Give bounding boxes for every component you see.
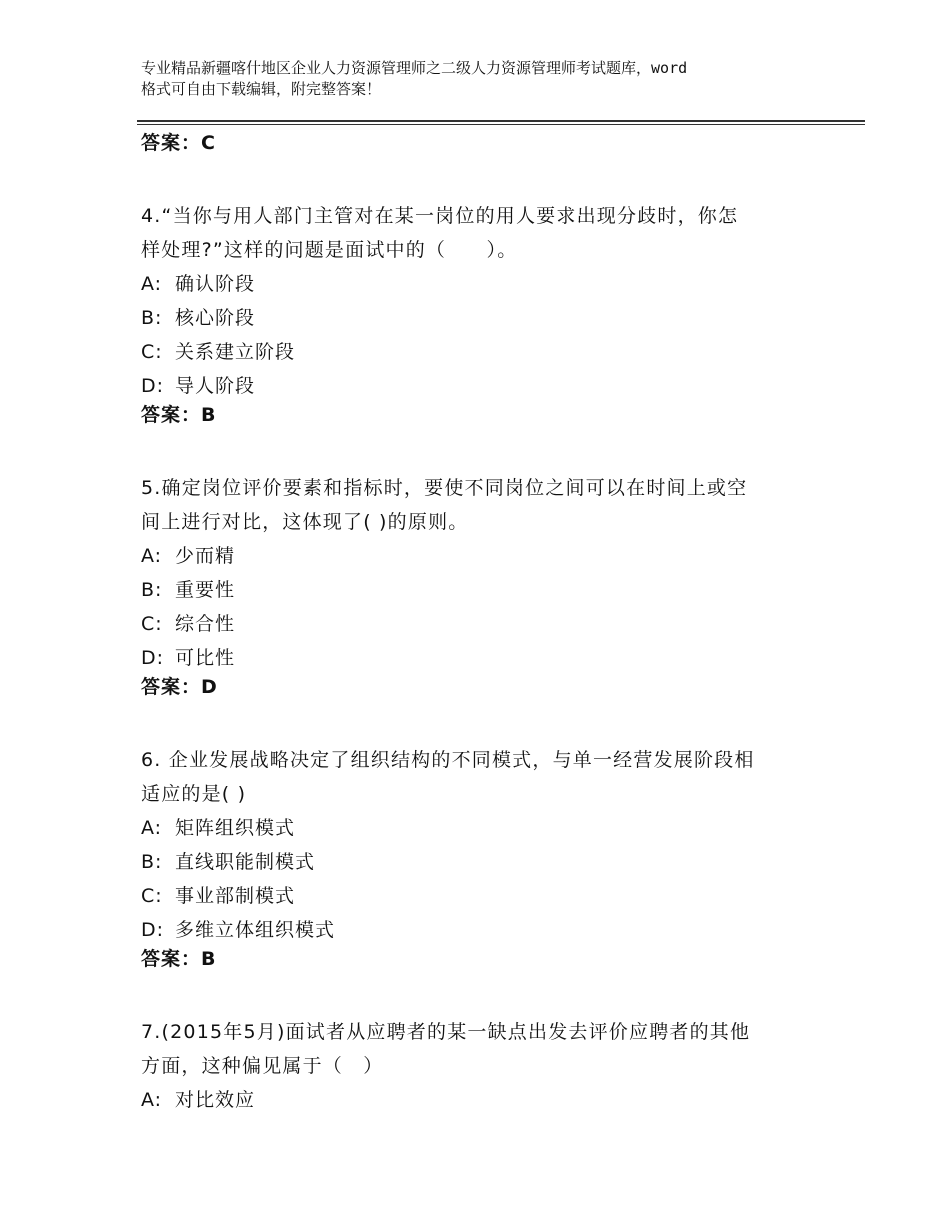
option-text: 核心阶段 bbox=[175, 307, 256, 329]
answer-line bbox=[141, 947, 821, 981]
question-stem bbox=[141, 1015, 821, 1083]
header-rule-thick bbox=[137, 120, 865, 122]
option-b bbox=[141, 573, 821, 607]
question-stem-line: 4.“当你与用人部门主管对在某一岗位的用人要求出现分歧时，你怎 bbox=[141, 205, 739, 227]
answer-line bbox=[141, 403, 821, 437]
option-key: C: bbox=[141, 885, 163, 907]
option-key: D: bbox=[141, 647, 165, 669]
option-text: 矩阵组织模式 bbox=[175, 817, 296, 839]
answer-label: 答案： bbox=[141, 676, 202, 698]
answer-line bbox=[141, 131, 821, 165]
question-stem-line: 6. 企业发展战略决定了组织结构的不同模式，与单一经营发展阶段相 bbox=[141, 749, 755, 771]
option-key: B: bbox=[141, 307, 163, 329]
option-c bbox=[141, 879, 821, 913]
option-key: A: bbox=[141, 817, 163, 839]
option-key: A: bbox=[141, 273, 163, 295]
question-stem-line: 5.确定岗位评价要素和指标时，要使不同岗位之间可以在时间上或空 bbox=[141, 477, 748, 499]
question-stem-line: 7.(2015年5月)面试者从应聘者的某一缺点出发去评价应聘者的其他 bbox=[141, 1021, 751, 1043]
option-key: A: bbox=[141, 1089, 163, 1111]
question-stem bbox=[141, 199, 821, 267]
question-4 bbox=[141, 199, 821, 437]
option-a bbox=[141, 811, 821, 845]
answer-label: 答案： bbox=[141, 132, 202, 154]
option-text: 确认阶段 bbox=[175, 273, 256, 295]
option-key: B: bbox=[141, 579, 163, 601]
option-d bbox=[141, 913, 821, 947]
option-a bbox=[141, 267, 821, 301]
option-c bbox=[141, 335, 821, 369]
option-text: 综合性 bbox=[175, 613, 236, 635]
option-text: 可比性 bbox=[175, 647, 236, 669]
option-key: A: bbox=[141, 545, 163, 567]
question-stem bbox=[141, 743, 821, 811]
document-header bbox=[141, 58, 841, 100]
option-key: C: bbox=[141, 613, 163, 635]
option-text: 少而精 bbox=[175, 545, 236, 567]
header-line-1: 专业精品新疆喀什地区企业人力资源管理师之二级人力资源管理师考试题库，word bbox=[141, 59, 688, 77]
option-text: 导人阶段 bbox=[175, 375, 256, 397]
question-5 bbox=[141, 471, 821, 709]
option-text: 直线职能制模式 bbox=[175, 851, 316, 873]
answer-value: C bbox=[201, 132, 215, 154]
option-text: 多维立体组织模式 bbox=[175, 919, 336, 941]
document-body bbox=[141, 131, 821, 1117]
question-stem-line: 方面，这种偏见属于（ ） bbox=[141, 1055, 384, 1077]
answer-value: B bbox=[201, 948, 216, 970]
option-key: B: bbox=[141, 851, 163, 873]
question-stem bbox=[141, 471, 821, 539]
option-c bbox=[141, 607, 821, 641]
option-key: D: bbox=[141, 375, 165, 397]
option-text: 重要性 bbox=[175, 579, 236, 601]
answer-line bbox=[141, 675, 821, 709]
question-stem-line: 适应的是( ) bbox=[141, 783, 247, 805]
question-stem-line: 样处理?”这样的问题是面试中的（ ）。 bbox=[141, 239, 518, 261]
option-text: 对比效应 bbox=[175, 1089, 256, 1111]
question-7 bbox=[141, 1015, 821, 1117]
answer-value: B bbox=[201, 404, 216, 426]
question-6 bbox=[141, 743, 821, 981]
option-b bbox=[141, 845, 821, 879]
option-text: 关系建立阶段 bbox=[175, 341, 296, 363]
option-d bbox=[141, 369, 821, 403]
option-a bbox=[141, 1083, 821, 1117]
header-rule-thin bbox=[137, 124, 865, 125]
option-a bbox=[141, 539, 821, 573]
header-line-2: 格式可自由下载编辑，附完整答案！ bbox=[141, 80, 382, 98]
option-b bbox=[141, 301, 821, 335]
answer-value: D bbox=[201, 676, 217, 698]
option-text: 事业部制模式 bbox=[175, 885, 296, 907]
answer-label: 答案： bbox=[141, 404, 202, 426]
option-key: C: bbox=[141, 341, 163, 363]
option-key: D: bbox=[141, 919, 165, 941]
option-d bbox=[141, 641, 821, 675]
question-stem-line: 间上进行对比，这体现了( )的原则。 bbox=[141, 511, 469, 533]
answer-label: 答案： bbox=[141, 948, 202, 970]
